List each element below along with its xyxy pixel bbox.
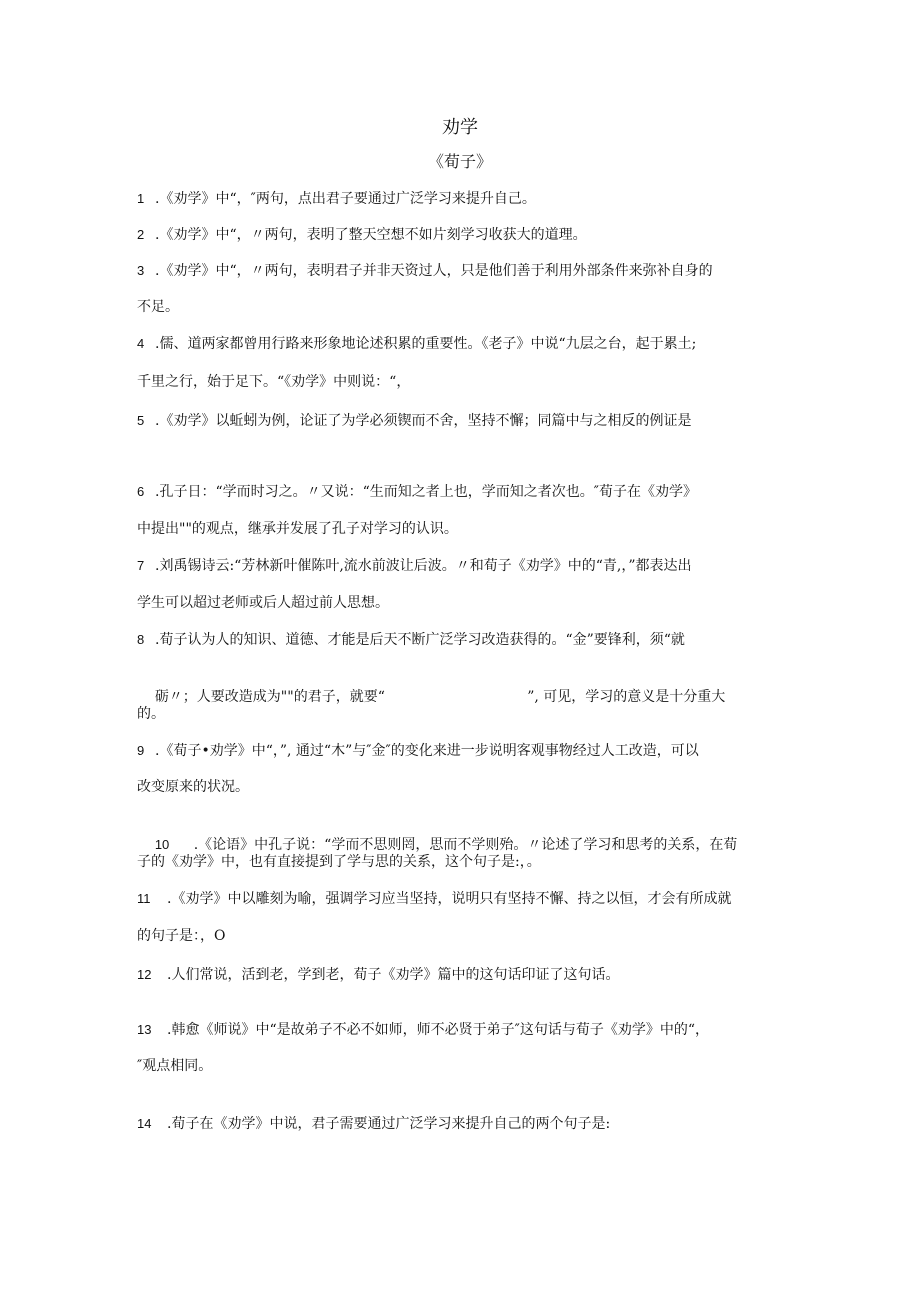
document-title: 劝学 — [442, 117, 478, 138]
question-text: .《劝学》以蚯蚓为例，论证了为学必须锲而不舍，坚持不懈；同篇中与之相反的例证是 — [155, 413, 692, 429]
question-number: 4 — [137, 336, 145, 351]
question-3-continued — [137, 297, 787, 317]
question-text: .人们常说，活到老，学到老，荀子《劝学》篇中的这句话印证了这句话。 — [167, 967, 620, 983]
question-6 — [137, 482, 787, 502]
question-7 — [137, 556, 787, 576]
question-text: 砺〃；人要改造成为""的君子，就要“ ”, 可见，学习的意义是十分重大 — [154, 689, 726, 705]
question-number: 14 — [137, 1116, 152, 1131]
question-text: 千里之行，始于足下。“《劝学》中则说：“， — [137, 374, 411, 390]
question-text: .荀子认为人的知识、道德、才能是后天不断广泛学习改造获得的。“金”要锋利，须“就 — [155, 632, 685, 648]
question-text: 不足。 — [137, 299, 179, 315]
question-12 — [137, 965, 787, 985]
question-10-continued — [137, 852, 787, 872]
question-text: 中提出""的观点，继承并发展了孔子对学习的认识。 — [137, 521, 458, 537]
question-text: .《论语》中孔子说：“学而不思则罔，思而不学则殆。〃论述了学习和思考的关系，在荀 — [184, 837, 738, 853]
question-text: 学生可以超过老师或后人超过前人思想。 — [137, 595, 389, 611]
question-text: .《劝学》中“，″两句，点出君子要通过广泛学习来提升自己。 — [155, 191, 536, 207]
question-14 — [137, 1114, 787, 1134]
question-9 — [137, 741, 787, 761]
question-1 — [137, 189, 787, 209]
question-number: 12 — [137, 967, 152, 982]
question-text: 的句子是：，O — [137, 928, 226, 944]
question-text: ″观点相同。 — [137, 1058, 213, 1074]
question-8-continued-2 — [137, 704, 787, 724]
question-text: .孔子日：“学而时习之。〃又说：“生而知之者上也，学而知之者次也。″荀子在《劝学》 — [155, 484, 697, 500]
question-7-continued — [137, 593, 787, 613]
question-number: 13 — [137, 1022, 152, 1037]
question-4 — [137, 334, 787, 354]
question-text: .《劝学》中“，〃两句，表明君子并非天资过人，只是他们善于利用外部条件来弥补自身的 — [155, 263, 713, 279]
question-text: .《荀子•劝学》中“，”, 通过“木”与″金″的变化来进一步说明客观事物经过人工改造，可以 — [155, 743, 699, 759]
question-number: 10 — [154, 837, 170, 852]
question-text: .《劝学》中“，〃两句，表明了整天空想不如片刻学习收获大的道理。 — [155, 227, 587, 243]
question-9-continued — [137, 777, 787, 797]
question-number: 2 — [137, 227, 145, 242]
question-2 — [137, 225, 787, 245]
question-number: 5 — [137, 413, 145, 428]
question-13-continued — [137, 1056, 787, 1076]
question-number: 11 — [137, 891, 151, 906]
question-11-continued — [137, 926, 787, 946]
question-number: 3 — [137, 263, 145, 278]
question-3 — [137, 261, 787, 281]
question-5 — [137, 411, 787, 431]
question-text: .荀子在《劝学》中说，君子需要通过广泛学习来提升自己的两个句子是: — [167, 1116, 611, 1132]
question-text: .刘禹锡诗云:“芳林新叶催陈叶,流水前波让后波。〃和荀子《劝学》中的“青,，”都表达出 — [155, 558, 692, 574]
question-6-continued — [137, 519, 787, 539]
question-text: 子的《劝学》中，也有直接提到了学与思的关系，这个句子是:，。 — [137, 854, 541, 870]
question-text: 的。 — [137, 706, 165, 722]
document-author: 《荀子》 — [427, 152, 492, 171]
question-text: .《劝学》中以雕刻为喻，强调学习应当坚持，说明只有坚持不懈、持之以恒，才会有所成就 — [167, 891, 732, 907]
question-4-continued — [137, 372, 787, 392]
question-number: 7 — [137, 558, 145, 573]
question-number: 9 — [137, 743, 145, 758]
question-text: .儒、道两家都曾用行路来形象地论述积累的重要性。《老子》中说“九层之台，起于累土; — [155, 336, 697, 352]
question-number: 8 — [137, 632, 145, 647]
question-text: 改变原来的状况。 — [137, 779, 249, 795]
question-number: 1 — [137, 191, 145, 206]
question-text: .韩愈《师说》中“是故弟子不必不如师，师不必贤于弟子″这句话与荀子《劝学》中的“， — [167, 1022, 709, 1038]
question-number: 6 — [137, 484, 145, 499]
question-8 — [137, 630, 787, 650]
question-13 — [137, 1020, 787, 1040]
question-11 — [137, 889, 787, 909]
